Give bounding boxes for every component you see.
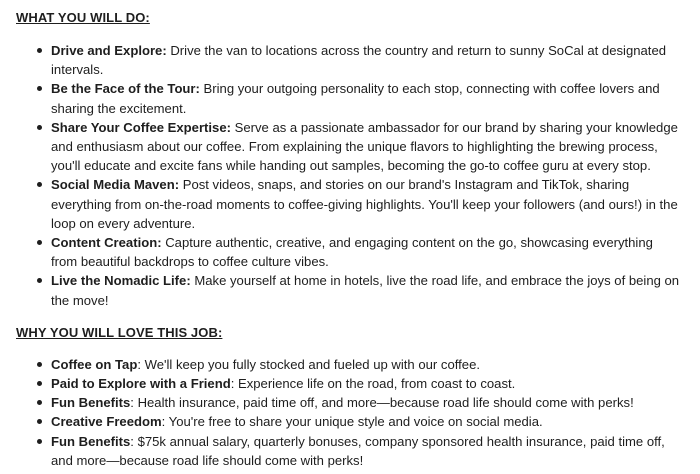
item-title: Live the Nomadic Life:: [51, 273, 191, 289]
item-text: : Experience life on the road, from coast to coast.: [230, 376, 516, 392]
item-text: : Health insurance, paid time off, and more—because road life should come with perks!: [130, 395, 634, 411]
list-item: [51, 271, 682, 309]
item-title: Drive and Explore:: [51, 43, 167, 58]
list-item: [51, 432, 682, 470]
list-item: [51, 233, 682, 271]
item-title: Social Media Maven:: [51, 177, 180, 193]
item-title: Share Your Coffee Expertise:: [51, 119, 231, 135]
item-text: Drive the van to locations across the country and return to sunny SoCal at designated intervals.: [51, 43, 667, 78]
item-text: Bring your outgoing personality to each stop, connecting with coffee lovers and sharing the excitement.: [51, 81, 660, 116]
item-title: Creative Freedom: [51, 414, 162, 430]
item-title: Content Creation:: [51, 235, 162, 251]
item-title: Paid to Explore with a Friend: [51, 376, 231, 392]
benefits-list: [16, 355, 682, 470]
list-item: [51, 41, 682, 79]
list-item: [51, 374, 682, 393]
item-title: Fun Benefits: [51, 395, 131, 411]
list-item: [51, 355, 682, 374]
item-text: Capture authentic, creative, and engaging content on the go, showcasing everything from beautiful backdrops to coffee culture vibes.: [51, 235, 653, 270]
duties-list: [16, 41, 682, 310]
list-item: [51, 79, 682, 117]
item-title: Coffee on Tap: [51, 356, 138, 372]
item-text: Post videos, snaps, and stories on our brand's Instagram and TikTok, sharing everything from on-the-road moments to coffee-giving highlights. You'll keep your followers (and ours!) in the loop on every adventure.: [51, 177, 678, 231]
item-text: Serve as a passionate ambassador for our brand by sharing your knowledge and enthusiasm about our coffee. From explaining the unique flavors to highlighting the brewing process, you'll educate and excite fans while handing out samples, becoming the go-to coffee guru at every stop.: [51, 119, 678, 174]
list-item: [51, 118, 682, 176]
item-text: : $75k annual salary, quarterly bonuses, company sponsored health insurance, paid time off, and more—because road life should come with perks!: [51, 433, 665, 468]
item-text: : We'll keep you fully stocked and fueled up with our coffee.: [137, 356, 480, 372]
section-heading-why-you-will-love: WHY YOU WILL LOVE THIS JOB:: [16, 324, 223, 340]
item-title: Fun Benefits: [51, 433, 131, 449]
section-heading-what-you-will-do: WHAT YOU WILL DO:: [16, 10, 150, 25]
list-item: [51, 393, 682, 412]
list-item: [51, 175, 682, 233]
list-item: [51, 412, 682, 431]
item-text: : You're free to share your unique style and voice on social media.: [161, 414, 543, 430]
item-text: Make yourself at home in hotels, live the road life, and embrace the joys of being on the move!: [51, 273, 680, 308]
item-title: Be the Face of the Tour:: [51, 81, 200, 97]
